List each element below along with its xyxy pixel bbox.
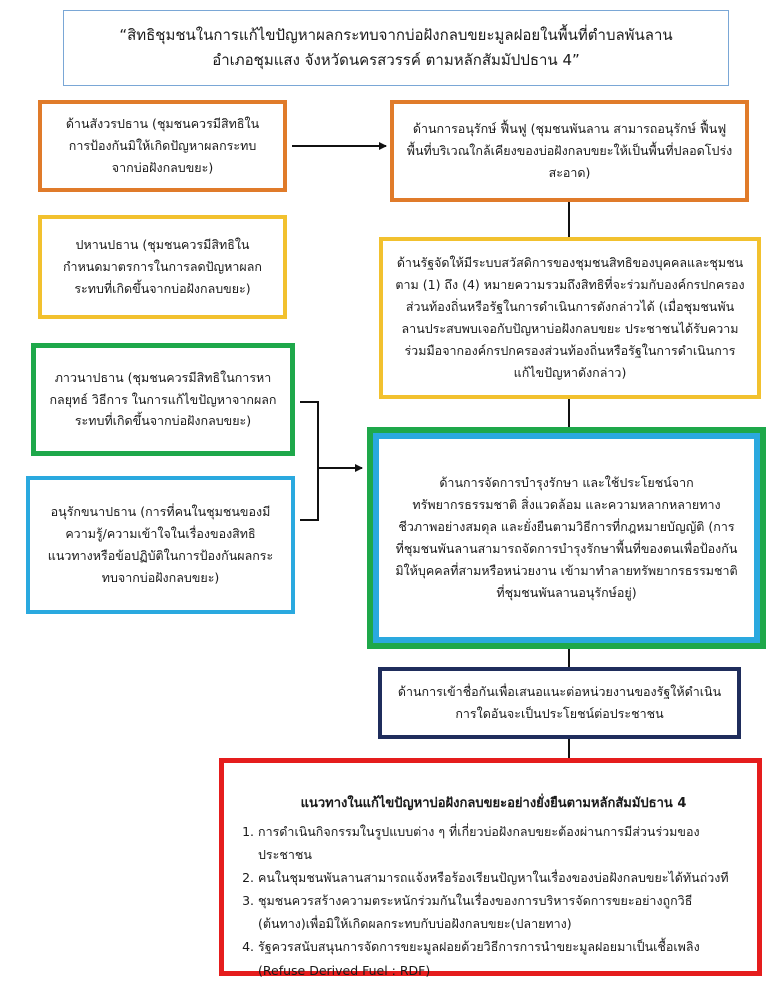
sangwara-text: ด้านสังวรปธาน (ชุมชนควรมีสิทธิในการป้องกันมิให้เกิดปัญหาผลกระทบจากบ่อฝังกลบขยะ): [65, 116, 260, 175]
guideline-item-text: รัฐควรสนับสนุนการจัดการขยะมูลฝอยด้วยวิธีการการนำขยะมูลฝอยมาเป็นเชื้อเพลิง: [258, 939, 700, 955]
petition-text: ด้านการเข้าชื่อกันเพื่อเสนอแนะต่อหน่วยงานของรัฐให้ดำเนินการใดอันจะเป็นประโยชน์ต่อประชาชน: [397, 684, 722, 721]
conservation-text: ด้านการอนุรักษ์ ฟื้นฟู (ชุมชนพันลาน สามารถอนุรักษ์ ฟื้นฟูพื้นที่บริเวณใกล้เคียงของบ่อฝังกลบขยะให้เป็นพื้นที่ปลอดโปร่ง สะอาด): [406, 121, 733, 180]
management-text: ด้านการจัดการบำรุงรักษา และใช้ประโยชน์จากทรัพยากรธรรมชาติ สิ่งแวดล้อม และความหลากหลายทางชีวภาพอย่างสมดุล และยั่งยืนตามวิธีการที่กฎหมายบัญญัติ (การที่ชุมชนพันลานสามารถจัดการบำรุงรักษาพื้นที่ของตนเพื่อป้องกันมิให้บุคคลที่สามหรือหน่วยงาน เข้ามาทำลายทรัพยากรธรรมชาติที่ชุมชนพันลานอนุรักษ์อยู่): [395, 475, 738, 600]
bracket-pawana-anurakkhana: [300, 402, 318, 520]
guideline-item-text: การดำเนินกิจกรรมในรูปแบบต่าง ๆ ที่เกี่ยวบ่อฝังกลบขยะต้องผ่านการมีส่วนร่วมของประชาชน: [258, 823, 700, 862]
pahana-text: ปหานปธาน (ชุมชนควรมีสิทธิในกำหนดมาตรการในการลดปัญหาผลกระทบที่เกิดขึ้นจากบ่อฝังกลบขยะ): [62, 237, 262, 296]
guideline-item-text: ชุมชนควรสร้างความตระหนักร่วมกันในเรื่องของการบริหารจัดการขยะอย่างถูกวิธี: [258, 893, 693, 909]
anurakkhana-text: อนุรักขนาปธาน (การที่คนในชุมชนของมีความรู้/ความเข้าใจในเรื่องของสิทธิ แนวทางหรือข้อปฏิบัติในการป้องกันผลกระทบจากบ่อฝังกลบขยะ): [47, 504, 274, 585]
guideline-item-subtext: (Refuse Derived Fuel : RDF): [258, 962, 431, 978]
guideline-item-text: คนในชุมชนพันลานสามารถแจ้งหรือร้องเรียนปัญหาในเรื่องของบ่อฝังกลบขยะได้ทันถ่วงที: [258, 870, 729, 885]
pawana-text: ภาวนาปธาน (ชุมชนควรมีสิทธิในการหากลยุทธ์ วิธีการ ในการแก้ไขปัญหาจากผลกระทบที่เกิดขึ้นจากบ่อฝังกลบขยะ): [49, 369, 277, 429]
guideline-title: แนวทางในแก้ไขปัญหาบ่อฝังกลบขยะอย่างยั่งยืนตามหลักสัมมัปธาน 4: [300, 796, 687, 811]
welfare-text: ด้านรัฐจัดให้มีระบบสวัสดิการของชุมชนสิทธิของบุคคลและชุมชน ตาม (1) ถึง (4) หมายความรวมถึงสิทธิที่จะร่วมกับองค์กรปกครองส่วนท้องถิ่นหรือรัฐในการดำเนินการดังกล่าวได้ (เมื่อชุมชนพันลานประสบพบเจอกับปัญหาบ่อฝังกลบขยะ ประชาชนได้รับความร่วมมือจากองค์กรปกครองส่วนท้องถิ่นหรือรัฐในการดำเนินการแก้ไขปัญหาดังกล่าว): [395, 255, 745, 380]
title-line-2: อำเภอชุมแสง จังหวัดนครสวรรค์ ตามหลักสัมมัปปธาน 4”: [212, 51, 580, 69]
guideline-item-subtext: (ต้นทาง)เพื่อมิให้เกิดผลกระทบกับบ่อฝังกลบขยะ(ปลายทาง): [258, 916, 572, 932]
title-line-1: “สิทธิชุมชนในการแก้ไขปัญหาผลกระทบจากบ่อฝังกลบขยะมูลฝอยในพื้นที่ตำบลพันลาน: [119, 25, 673, 44]
